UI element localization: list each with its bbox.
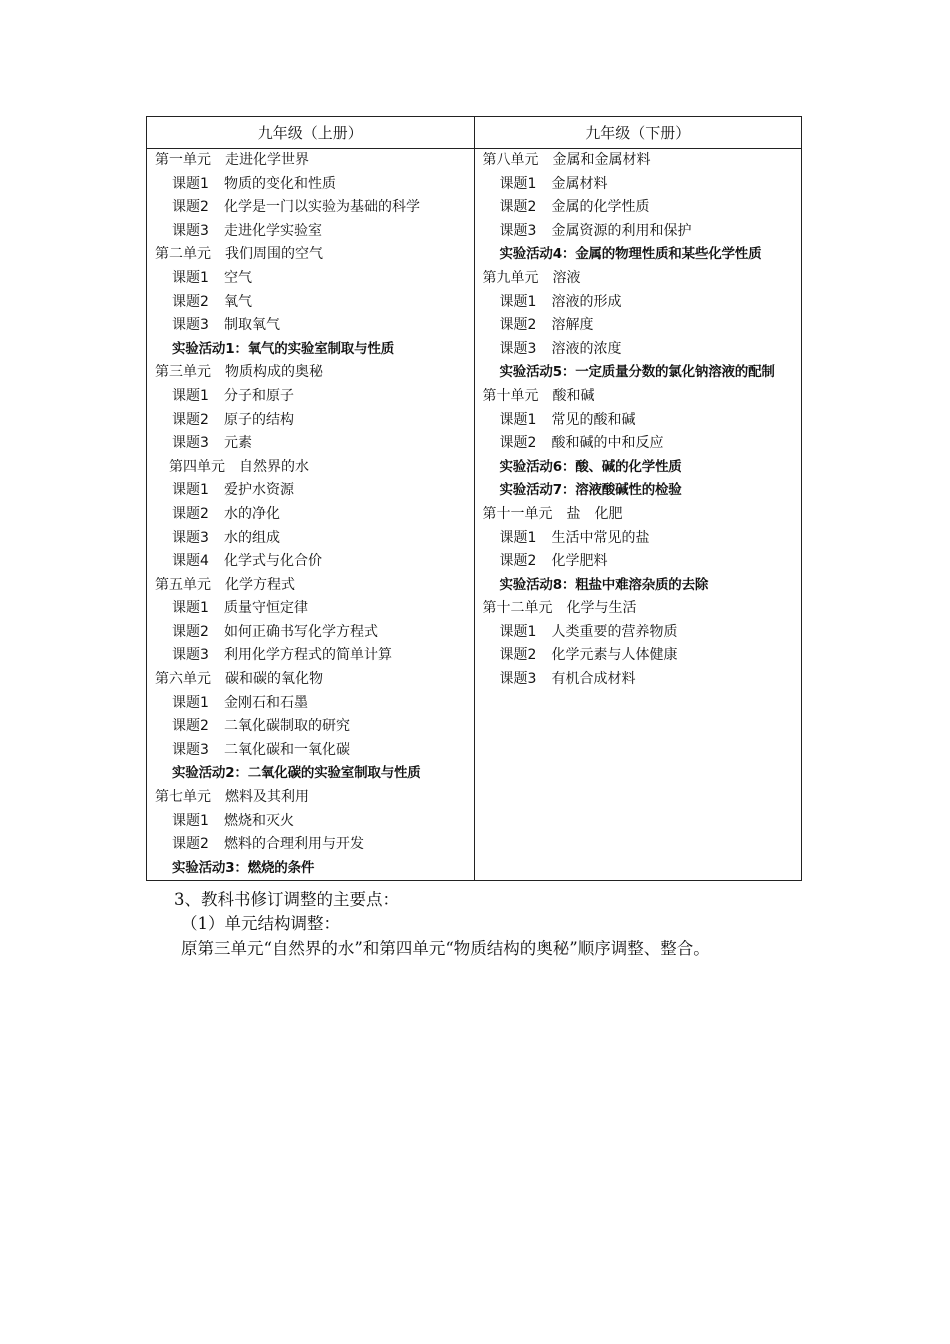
lesson-number: 课题1 (172, 482, 209, 499)
table-body-row (147, 149, 802, 881)
lesson-title: 化学肥料 (551, 553, 608, 570)
lesson-number: 课题1 (172, 269, 209, 286)
unit-heading: 第五单元 化学方程式 (155, 576, 295, 593)
lesson-number: 课题2 (499, 317, 537, 334)
lesson-title: 元素 (224, 435, 252, 452)
lesson-number: 课题2 (172, 199, 209, 216)
lesson-title: 生活中常见的盐 (551, 529, 650, 546)
unit-heading: 第二单元 我们周围的空气 (155, 246, 323, 263)
lesson-number: 课题2 (499, 553, 537, 570)
lesson-title: 走进化学实验室 (224, 222, 322, 239)
lesson-entry (147, 739, 474, 763)
lesson-title: 化学式与化合价 (224, 553, 322, 570)
lesson-entry (147, 291, 474, 315)
lesson-title: 金属资源的利用和保护 (551, 222, 692, 239)
lesson-number: 课题1 (499, 623, 537, 640)
lesson-title: 金属材料 (551, 175, 608, 192)
lesson-number: 课题2 (499, 435, 537, 452)
lesson-title: 质量守恒定律 (224, 600, 308, 617)
lesson-title: 化学是一门以实验为基础的科学 (224, 199, 420, 216)
lesson-number: 课题1 (172, 175, 209, 192)
lesson-number: 课题2 (172, 505, 209, 522)
lesson-entry (147, 621, 474, 645)
lesson-entry (147, 833, 474, 857)
lesson-entry (147, 644, 474, 668)
lesson-entry (475, 196, 802, 220)
lesson-title: 物质的变化和性质 (224, 175, 336, 192)
lesson-entry (147, 597, 474, 621)
lesson-number: 课题3 (172, 435, 209, 452)
right-column-header: 九年级（下册） (474, 117, 802, 149)
unit-heading: 第六单元 碳和碳的氧化物 (155, 671, 323, 688)
lesson-number: 课题2 (172, 293, 209, 310)
lesson-number: 课题3 (172, 317, 209, 334)
lesson-title: 金刚石和石墨 (224, 694, 308, 711)
unit-heading: 第七单元 燃料及其利用 (155, 789, 309, 806)
lesson-number: 课题3 (172, 222, 209, 239)
lesson-title: 空气 (224, 269, 252, 286)
lesson-number: 课题3 (499, 222, 537, 239)
unit-heading: 第八单元 金属和金属材料 (482, 152, 651, 168)
lesson-number: 课题1 (499, 293, 537, 310)
experiment-activity-entry: 实验活动2：二氧化碳的实验室制取与性质 (172, 765, 421, 782)
lesson-entry (475, 291, 802, 315)
lesson-entry (475, 432, 802, 456)
lesson-number: 课题3 (172, 647, 209, 664)
lesson-entry (147, 267, 474, 291)
lesson-title: 二氧化碳制取的研究 (224, 718, 350, 735)
lesson-entry (147, 432, 474, 456)
lesson-title: 水的组成 (224, 529, 280, 546)
experiment-activity-entry: 实验活动1：氧气的实验室制取与性质 (172, 340, 394, 357)
lesson-number: 课题2 (499, 199, 537, 216)
lesson-entry (475, 338, 802, 362)
lesson-number: 课题1 (172, 694, 209, 711)
experiment-activity-entry: 实验活动3：燃烧的条件 (172, 859, 315, 876)
lesson-entry (147, 173, 474, 197)
lesson-title: 水的净化 (224, 505, 280, 522)
lesson-number: 课题1 (172, 600, 209, 617)
lesson-entry (475, 173, 802, 197)
lesson-entry (147, 715, 474, 739)
lesson-title: 溶液的形成 (551, 293, 622, 310)
lesson-entry (147, 503, 474, 527)
experiment-activity-entry: 实验活动8：粗盐中难溶杂质的去除 (499, 576, 709, 593)
lesson-title: 氧气 (224, 293, 252, 310)
lesson-title: 常见的酸和碱 (551, 411, 636, 428)
lesson-entry (147, 692, 474, 716)
experiment-activity-entry: 实验活动6：酸、碱的化学性质 (499, 458, 682, 475)
unit-heading: 第三单元 物质构成的奥秘 (155, 364, 323, 381)
unit-heading: 第九单元 溶液 (482, 269, 581, 286)
lesson-entry (147, 385, 474, 409)
lesson-entry (475, 644, 802, 668)
unit-heading: 第十一单元 盐 化肥 (482, 505, 623, 522)
lesson-entry (147, 479, 474, 503)
lesson-number: 课题1 (499, 411, 537, 428)
left-column-header: 九年级（上册） (147, 117, 475, 149)
lesson-title: 酸和碱的中和反应 (551, 435, 664, 452)
lesson-entry (475, 220, 802, 244)
lesson-number: 课题3 (172, 529, 209, 546)
experiment-activity-entry: 实验活动7：溶液酸碱性的检验 (499, 482, 682, 499)
lesson-number: 课题2 (172, 718, 209, 735)
lesson-number: 课题1 (172, 387, 209, 404)
unit-heading: 第一单元 走进化学世界 (155, 152, 309, 168)
lesson-title: 如何正确书写化学方程式 (224, 623, 378, 640)
lesson-entry (475, 668, 802, 692)
lesson-number: 课题2 (172, 836, 209, 853)
section-body-text: 原第三单元“自然界的水”和第四单元“物质结构的奥秘”顺序调整、整合。 (181, 939, 710, 958)
experiment-activity-entry: 实验活动5：一定质量分数的氯化钠溶液的配制 (499, 364, 775, 381)
lesson-entry (475, 409, 802, 433)
lesson-title: 原子的结构 (224, 411, 294, 428)
lesson-title: 化学元素与人体健康 (551, 647, 678, 664)
lesson-number: 课题2 (499, 647, 537, 664)
unit-heading: 第十单元 酸和碱 (482, 387, 595, 404)
lesson-entry (147, 810, 474, 834)
lesson-number: 课题3 (172, 741, 209, 758)
lesson-entry (475, 314, 802, 338)
lesson-number: 课题1 (499, 175, 537, 192)
lesson-title: 爱护水资源 (224, 482, 294, 499)
lesson-title: 有机合成材料 (551, 671, 636, 688)
lesson-number: 课题2 (172, 623, 209, 640)
unit-heading: 第十二单元 化学与生活 (482, 600, 637, 617)
lesson-number: 课题1 (499, 529, 537, 546)
unit-heading: 第四单元 自然界的水 (169, 458, 309, 475)
lesson-number: 课题4 (172, 553, 209, 570)
lesson-number: 课题2 (172, 411, 209, 428)
lesson-entry (147, 409, 474, 433)
textbook-contents-table (146, 116, 802, 881)
lesson-entry (147, 527, 474, 551)
section-subheading: （1）单元结构调整： (181, 914, 340, 933)
section-heading: 3、教科书修订调整的主要点： (174, 890, 399, 909)
experiment-activity-entry: 实验活动4：金属的物理性质和某些化学性质 (499, 246, 762, 263)
lesson-entry (147, 220, 474, 244)
lesson-entry (475, 550, 802, 574)
lesson-title: 二氧化碳和一氧化碳 (224, 741, 350, 758)
lesson-number: 课题1 (172, 812, 209, 829)
lesson-title: 溶液的浓度 (551, 340, 622, 357)
lesson-number: 课题3 (499, 671, 537, 688)
lesson-title: 制取氧气 (224, 317, 280, 334)
lesson-entry (147, 314, 474, 338)
lesson-title: 燃烧和灭火 (224, 812, 294, 829)
lesson-title: 人类重要的营养物质 (551, 623, 678, 640)
table-header-row (147, 117, 802, 149)
right-column-cell (474, 149, 802, 881)
lesson-title: 分子和原子 (224, 387, 294, 404)
lesson-number: 课题3 (499, 340, 537, 357)
lesson-title: 溶解度 (551, 317, 594, 334)
lesson-title: 利用化学方程式的简单计算 (224, 647, 392, 664)
left-column-cell (147, 149, 475, 881)
lesson-entry (475, 527, 802, 551)
lesson-entry (147, 550, 474, 574)
lesson-title: 燃料的合理利用与开发 (224, 836, 364, 853)
lesson-title: 金属的化学性质 (551, 199, 650, 216)
lesson-entry (475, 621, 802, 645)
lesson-entry (147, 196, 474, 220)
